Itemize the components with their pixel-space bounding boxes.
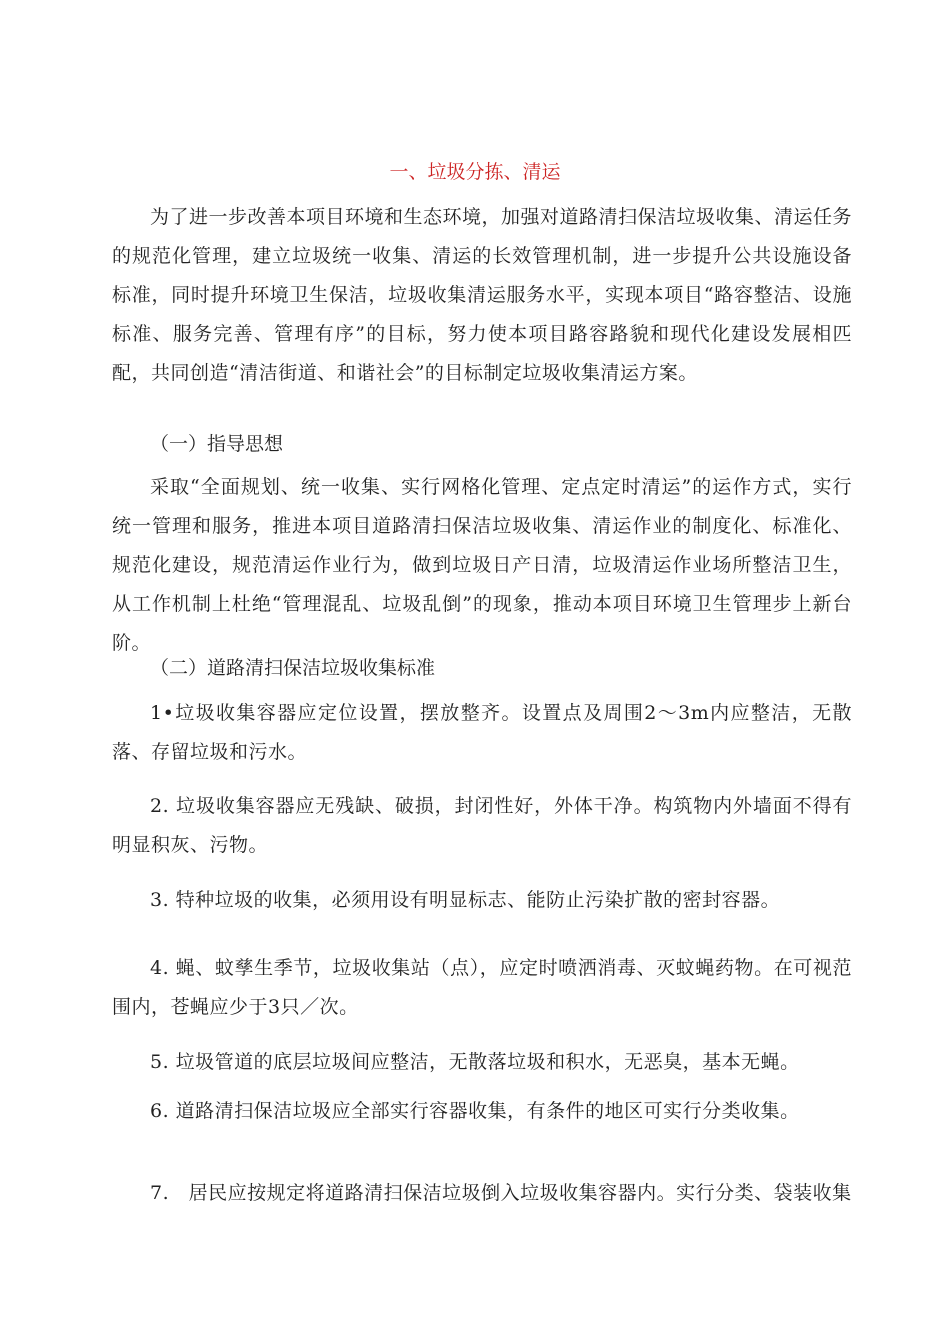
list-item: 5. 垃圾管道的底层垃圾间应整洁，无散落垃圾和积水，无恶臭，基本无蝇。 — [150, 1051, 800, 1073]
document-title: 一、垃圾分拣、清运 — [389, 161, 561, 183]
guiding-idea-paragraph: 采取“全面规划、统一收集、实行网格化管理、定点定时清运”的运作方式，实行统一管理和服务，推进本项目道路清扫保洁垃圾收集、清运作业的制度化、标准化、规范化建设，规范清运作业行为，做到垃圾日产日清，垃圾清运作业场所整洁卫生，从工作机制上杜绝“管理混乱、垃圾乱倒”的现象，推动本项目环境卫生管理步上新台阶。 — [112, 476, 852, 654]
list-item: 4. 蝇、蚊孳生季节，垃圾收集站（点），应定时喷洒消毒、灭蚊蝇药物。在可视范围内，苍蝇应少于3只／次。 — [112, 957, 852, 1018]
list-item: 3. 特种垃圾的收集，必须用设有明显标志、能防止污染扩散的密封容器。 — [150, 889, 781, 911]
section-heading-collection-standards: （二）道路清扫保洁垃圾收集标准 — [150, 657, 436, 679]
list-item: 7. 居民应按规定将道路清扫保洁垃圾倒入垃圾收集容器内。实行分类、袋装收集 — [150, 1182, 852, 1204]
intro-paragraph: 为了进一步改善本项目环境和生态环境，加强对道路清扫保洁垃圾收集、清运任务的规范化管理，建立垃圾统一收集、清运的长效管理机制，进一步提升公共设施设备标准，同时提升环境卫生保洁，垃圾收集清运服务水平，实现本项目“路容整洁、设施标准、服务完善、管理有序”的目标，努力使本项目路容路貌和现代化建设发展相匹配，共同创造“清洁街道、和谐社会”的目标制定垃圾收集清运方案。 — [112, 206, 853, 384]
list-item: 2. 垃圾收集容器应无残缺、破损，封闭性好，外体干净。构筑物内外墙面不得有明显积灰、污物。 — [112, 795, 852, 856]
list-item: 6. 道路清扫保洁垃圾应全部实行容器收集，有条件的地区可实行分类收集。 — [150, 1100, 800, 1122]
section-heading-guiding-idea: （一）指导思想 — [150, 433, 284, 455]
list-item: 1•垃圾收集容器应定位设置，摆放整齐。设置点及周围2〜3m内应整洁，无散落、存留垃圾和污水。 — [112, 702, 852, 763]
